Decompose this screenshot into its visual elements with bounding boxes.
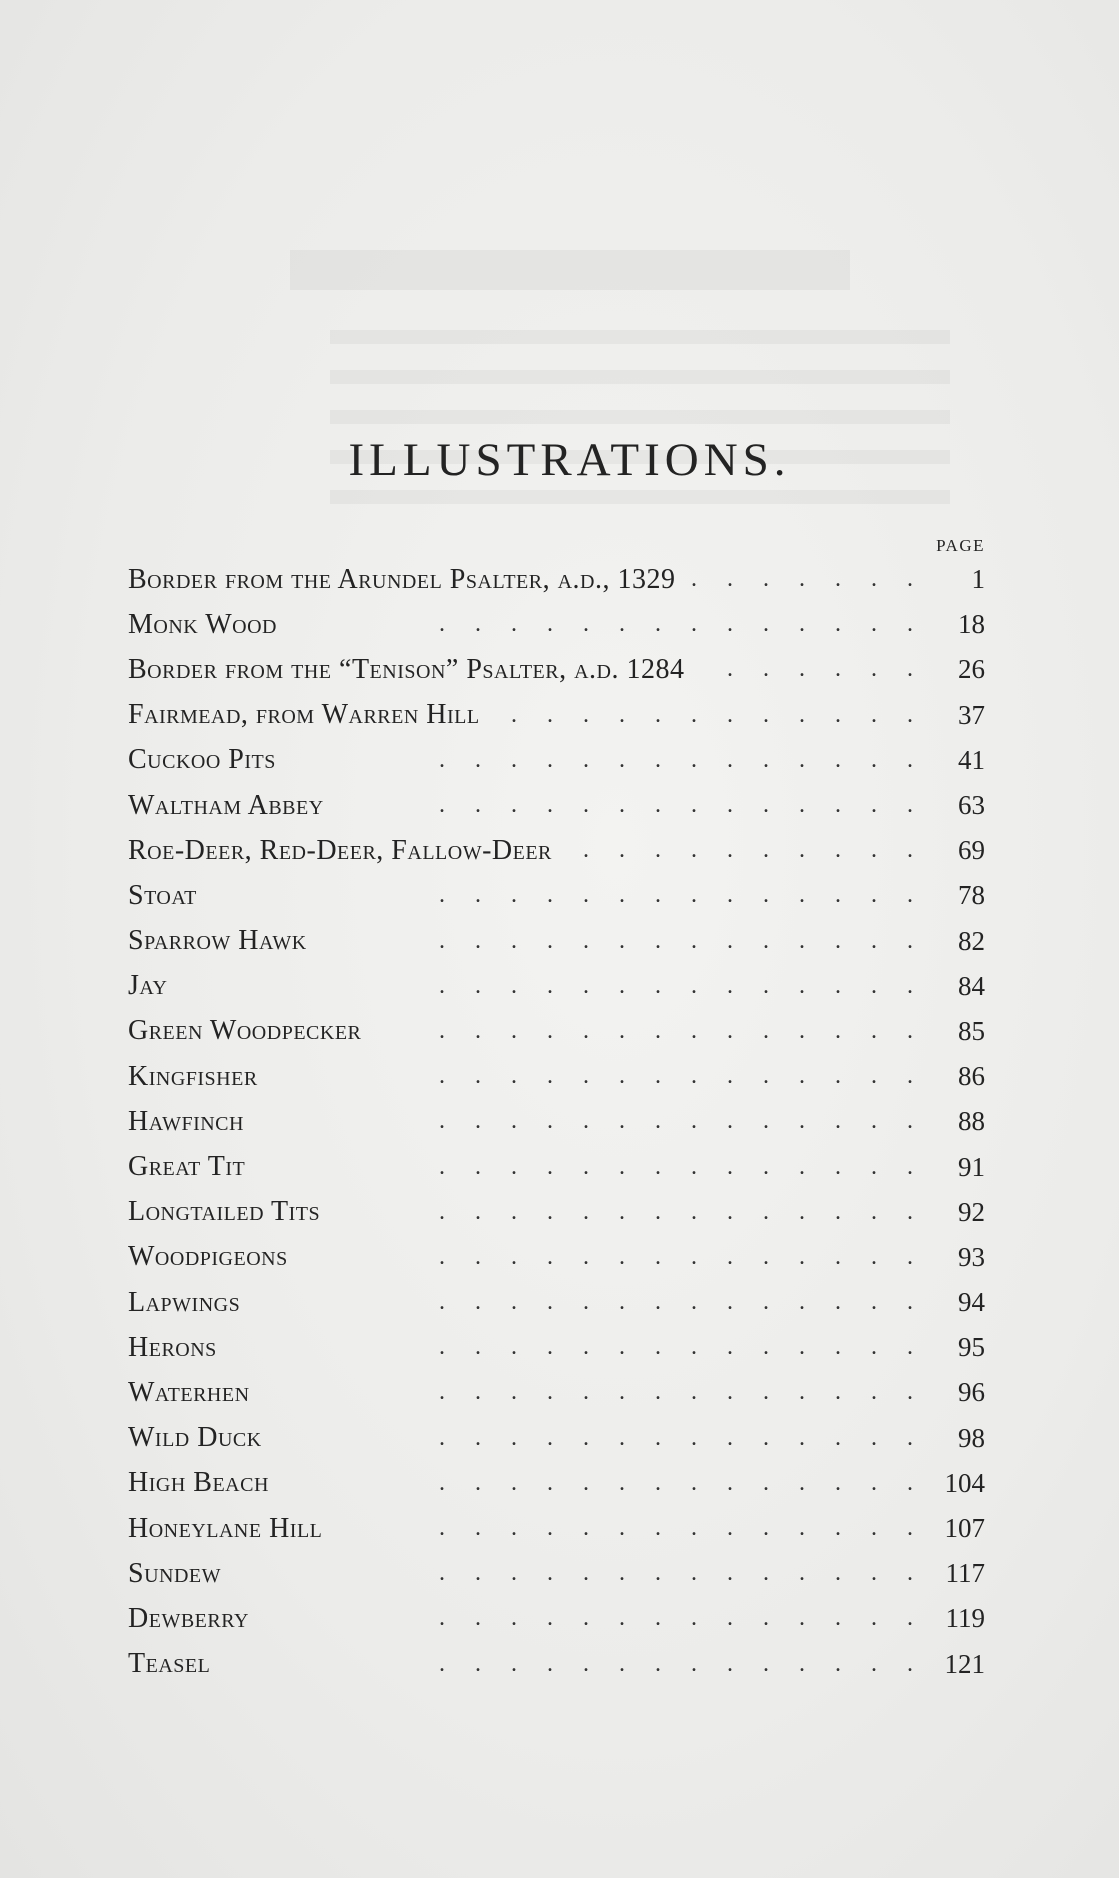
dot-leader (290, 747, 913, 774)
list-item (128, 1235, 985, 1280)
illustration-name: Great Tit (128, 1151, 246, 1183)
illustration-name: Dewberry (128, 1602, 249, 1634)
list-item (128, 1642, 985, 1687)
illustration-name: Fairmead, from Warren Hill (128, 699, 480, 731)
page-number: 84 (958, 970, 985, 1001)
page-number: 85 (958, 1015, 985, 1046)
list-item (128, 1190, 985, 1235)
dot-leader (254, 1289, 913, 1316)
page-number: 117 (945, 1558, 985, 1589)
dot-leader (263, 1605, 913, 1632)
list-item (128, 1461, 985, 1506)
illustration-name: Border from the Arundel Psalter, a.d., 1329 (128, 563, 676, 595)
page-number: 104 (944, 1467, 985, 1498)
page-number: 82 (958, 925, 985, 956)
illustration-name: Honeylane Hill (128, 1512, 323, 1544)
illustration-name: High Beach (128, 1467, 269, 1499)
dot-leader (235, 1560, 913, 1587)
page-number: 69 (958, 835, 985, 866)
page-number: 119 (945, 1603, 985, 1634)
list-item (128, 783, 985, 828)
page-number: 78 (958, 880, 985, 911)
illustration-name: Wild Duck (128, 1422, 262, 1454)
dot-leader (181, 973, 913, 1000)
page-number: 94 (958, 1287, 985, 1318)
illustration-name: Jay (128, 970, 168, 1002)
dot-leader (272, 1063, 913, 1090)
list-item (128, 1009, 985, 1054)
list-item (128, 1099, 985, 1144)
page-number: 1 (971, 564, 985, 595)
page-number: 92 (958, 1196, 985, 1227)
page-number: 86 (958, 1061, 985, 1092)
page-number: 107 (944, 1513, 985, 1544)
list-item (128, 1596, 985, 1641)
dot-leader (336, 1515, 913, 1542)
list-item (128, 1144, 985, 1189)
illustration-name: Teasel (128, 1648, 211, 1680)
illustration-name: Herons (128, 1331, 217, 1363)
illustrations-list (128, 557, 985, 1687)
list-item (128, 1325, 985, 1370)
list-item (128, 873, 985, 918)
dot-leader (224, 1651, 913, 1678)
dot-leader (334, 1199, 913, 1226)
list-item (128, 738, 985, 783)
illustration-name: Waltham Abbey (128, 789, 324, 821)
illustration-name: Stoat (128, 879, 197, 911)
page-number: 26 (958, 654, 985, 685)
page-number: 88 (958, 1106, 985, 1137)
dot-leader (259, 1154, 913, 1181)
dot-leader (231, 1334, 913, 1361)
illustration-name: Kingfisher (128, 1060, 258, 1092)
page-number: 18 (958, 609, 985, 640)
dot-leader (258, 1108, 913, 1135)
illustration-name: Waterhen (128, 1376, 250, 1408)
list-item (128, 1370, 985, 1415)
illustration-name: Lapwings (128, 1286, 241, 1318)
page-number: 121 (944, 1648, 985, 1679)
illustration-name: Monk Wood (128, 608, 277, 640)
page-number: 98 (958, 1422, 985, 1453)
illustration-name: Longtailed Tits (128, 1196, 321, 1228)
dot-leader (375, 1018, 913, 1045)
page-number: 91 (958, 1151, 985, 1182)
dot-leader (283, 1470, 913, 1497)
list-item (128, 919, 985, 964)
dot-leader (566, 837, 913, 864)
dot-leader (689, 566, 913, 593)
dot-leader (338, 792, 913, 819)
list-item (128, 647, 985, 692)
illustration-name: Green Woodpecker (128, 1015, 362, 1047)
page-number: 63 (958, 790, 985, 821)
list-item (128, 964, 985, 1009)
illustration-name: Sundew (128, 1557, 221, 1589)
list-item (128, 693, 985, 738)
dot-leader (302, 1244, 913, 1271)
illustration-name: Cuckoo Pits (128, 744, 276, 776)
page-number: 96 (958, 1377, 985, 1408)
page-number: 41 (958, 744, 985, 775)
illustration-name: Hawfinch (128, 1105, 244, 1137)
list-item (128, 557, 985, 602)
list-item (128, 1506, 985, 1551)
page-number: 93 (958, 1241, 985, 1272)
list-item (128, 1551, 985, 1596)
dot-leader (699, 656, 914, 683)
page-column-header: PAGE (936, 536, 985, 555)
dot-leader (264, 1379, 913, 1406)
illustration-name: Border from the “Tenison” Psalter, a.d. 1284 (128, 653, 685, 685)
dot-leader (494, 702, 913, 729)
dot-leader (211, 882, 913, 909)
dot-leader (321, 928, 913, 955)
illustration-name: Woodpigeons (128, 1241, 288, 1273)
list-item (128, 1416, 985, 1461)
page-title: ILLUSTRATIONS. (348, 434, 791, 486)
list-item (128, 1280, 985, 1325)
illustration-name: Sparrow Hawk (128, 925, 307, 957)
dot-leader (276, 1425, 913, 1452)
list-item (128, 828, 985, 873)
dot-leader (291, 611, 913, 638)
list-item (128, 602, 985, 647)
page-number: 95 (958, 1332, 985, 1363)
illustration-name: Roe-Deer, Red-Deer, Fallow-Deer (128, 834, 552, 866)
page-number: 37 (958, 699, 985, 730)
list-item (128, 1054, 985, 1099)
